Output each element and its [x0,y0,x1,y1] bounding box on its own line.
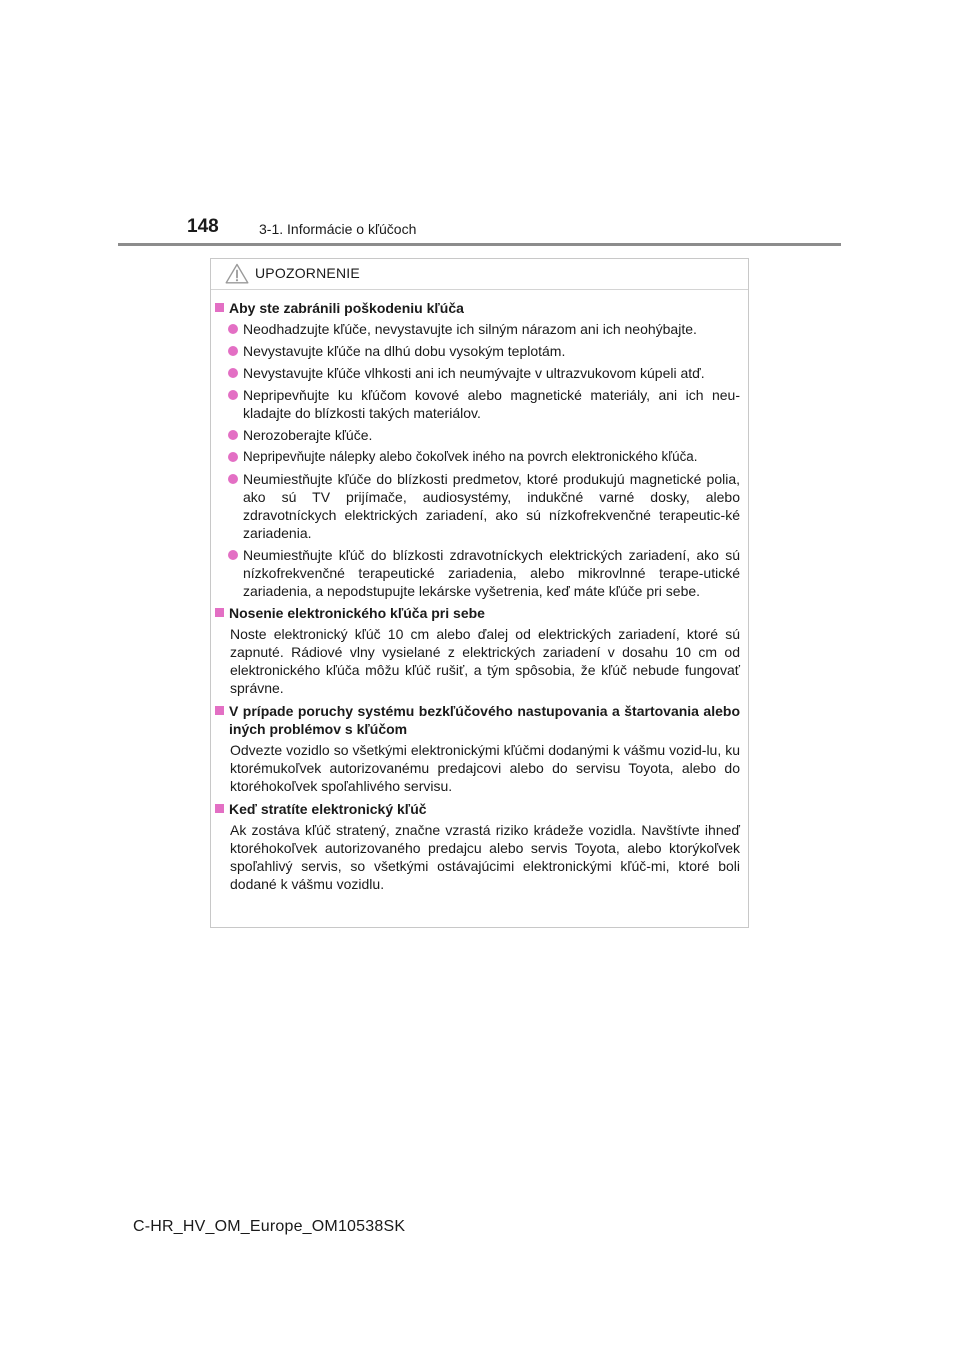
list-item [211,320,748,338]
warning-box [210,258,749,928]
warning-triangle-icon [225,263,249,284]
list-item-text: Neumiestňujte kľúče do blízkosti predmetov, ktoré produkujú magnetické polia, ako sú TV prijímače, audiosystémy, indukčné varné dosky, alebo zdravotníckych elektrických zariadení, ako sú nízkofrekvenčné terapeutic-ké zariadenia. [243,471,740,541]
list-item [211,386,748,422]
warning-content [211,299,748,898]
section-title: 3-1. Informácie o kľúčoch [259,221,417,237]
header-rule [118,243,841,246]
list-item [211,364,748,382]
section-paragraph: Noste elektronický kľúč 10 cm alebo ďalej od elektrických zariadení, ktoré sú zapnuté. Rádiové vlny vysielané z elektrických zariadení v dosahu 10 cm od elektronického kľúča môžu kľúč rušiť, a tým spôsobia, že kľúč nebude fungovať správne. [230,626,740,696]
heading-text: Keď stratíte elektronický kľúč [229,801,427,817]
list-item-text: Neumiestňujte kľúč do blízkosti zdravotníckych elektrických zariadení, ako sú nízkofrekvenčné terapeutické zariadenia, alebo mikrovlnné terape-utické zariadenia, a nepodstupujte lekárske vyšetrenia, keď máte kľúče pri sebe. [243,547,740,599]
section-paragraph: Odvezte vozidlo so všetkými elektronickými kľúčmi dodanými k vášmu vozid-lu, ku ktorémukoľvek autorizovanému predajcovi alebo do servisu Toyota, alebo do ktoréhokoľvek spoľahlivého servisu. [230,742,740,794]
section-heading [211,702,748,738]
warning-label: UPOZORNENIE [255,265,360,281]
heading-text: Aby ste zabránili poškodeniu kľúča [229,300,464,316]
circle-bullet-icon [228,550,238,560]
list-item [211,342,748,360]
square-bullet-icon [215,804,224,813]
list-item-text: Nerozoberajte kľúče. [243,427,373,443]
section-paragraph: Ak zostáva kľúč stratený, značne vzrastá riziko krádeže vozidla. Navštívte ihneď ktoréhokoľvek autorizovaného predajcu alebo servis Toyota, alebo ktorýkoľvek spoľahlivý servis, so všetkými ostávajúcimi elektronickými kľúč-mi, ktoré boli dodané k vášmu vozidlu. [230,822,740,892]
circle-bullet-icon [228,430,238,440]
document-code: C-HR_HV_OM_Europe_OM10538SK [133,1218,406,1235]
circle-bullet-icon [228,390,238,400]
section-heading [211,299,748,317]
circle-bullet-icon [228,474,238,484]
list-item-text: Nevystavujte kľúče vlhkosti ani ich neumývajte v ultrazvukovom kúpeli atď. [243,365,705,381]
circle-bullet-icon [228,346,238,356]
list-item [211,448,748,466]
square-bullet-icon [215,303,224,312]
list-item [211,546,748,600]
circle-bullet-icon [228,368,238,378]
list-item-text: Nepripevňujte nálepky alebo čokoľvek iného na povrch elektronického kľúča. [243,449,698,464]
page-number: 148 [187,216,219,237]
list-item [211,426,748,444]
section-heading [211,604,748,622]
list-item-text: Nevystavujte kľúče na dlhú dobu vysokým teplotám. [243,343,566,359]
circle-bullet-icon [228,452,238,462]
list-item [211,470,748,542]
heading-text: Nosenie elektronického kľúča pri sebe [229,605,485,621]
circle-bullet-icon [228,324,238,334]
square-bullet-icon [215,608,224,617]
section-heading [211,800,748,818]
list-item-text: Nepripevňujte ku kľúčom kovové alebo magnetické materiály, ani ich neu-kladajte do blízkosti takých materiálov. [243,387,740,421]
heading-text: V prípade poruchy systému bezkľúčového nastupovania a štartovania alebo iných problémov s kľúčom [229,703,740,737]
square-bullet-icon [215,706,224,715]
list-item-text: Neodhadzujte kľúče, nevystavujte ich silným nárazom ani ich neohýbajte. [243,321,697,337]
warning-header [211,259,748,290]
